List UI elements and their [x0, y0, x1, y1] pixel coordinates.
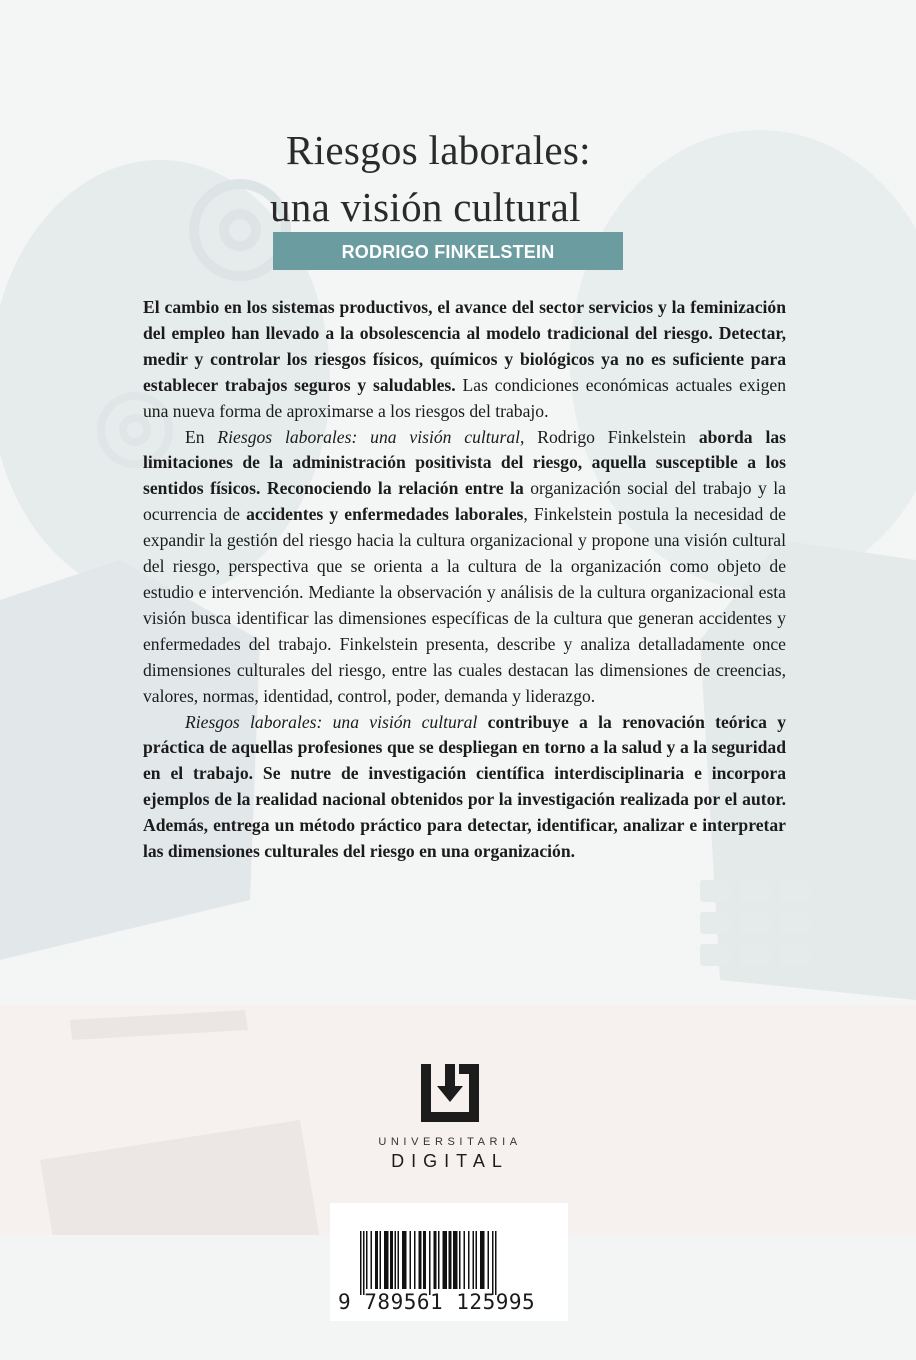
barcode-bar: [495, 1231, 497, 1295]
isbn-number: 9 789561 125995: [338, 1290, 536, 1314]
barcode-bar: [488, 1231, 490, 1289]
blurb-p2-regular-1: organización social del trabajo y la ocurrencia de: [143, 478, 786, 525]
blurb-p2-lead: En: [185, 426, 218, 447]
barcode-bar: [384, 1231, 389, 1289]
barcode-bar: [390, 1231, 393, 1289]
barcode-bar: [492, 1231, 494, 1295]
barcode-bar: [468, 1231, 470, 1289]
barcode-bar: [371, 1231, 373, 1289]
blurb-p3-bold: contribuye a la renovación teórica y práctica de aquellas profesiones que se despliegan en torno a la salud y a la seguridad en el trabajo. Se nutre de investigación científica interdisciplinaria e incorpora ejemplos de la realidad nacional obtenidos por la investigación realizada por el autor. Además, entrega un método práctico para detectar, identificar, analizar e interpretar las dimensiones culturales del riesgo en una organización.: [143, 711, 786, 862]
barcode-bar: [443, 1231, 448, 1289]
barcode-bar: [419, 1231, 422, 1289]
blurb-p2-title: Riesgos laborales: una visión cultural: [217, 426, 521, 447]
barcode-bar: [476, 1231, 478, 1289]
barcode-bar: [380, 1231, 382, 1289]
author-banner: RODRIGO FINKELSTEIN: [273, 232, 623, 270]
barcode-bar: [438, 1231, 440, 1289]
blurb-p2-regular-2: , Finkelstein postula la necesidad de expandir la gestión del riesgo hacia la cultura organizacional y propone una visión cultural del riesgo, perspectiva que se orienta a la cultura de la organización como objeto de estudio e intervención. Mediante la observación y análisis de la cultura organizacional esta visión busca identificar las dimensiones específicas de la cultura que generan accidentes y enfermedades del trabajo. Finkelstein presenta, describe y analiza detalladamente once dimensiones culturales del riesgo, entre las cuales destacan las dimensiones de creencias, valores, normas, identidad, control, poder, demanda y liderazgo.: [143, 504, 786, 706]
blurb-p2-after-title: , Rodrigo Finkelstein: [520, 426, 686, 447]
download-arrow-box-icon: [415, 1058, 485, 1128]
barcode-bar: [429, 1231, 431, 1295]
barcode-bar: [395, 1231, 397, 1289]
barcode-bar: [414, 1231, 416, 1289]
barcode-bar: [423, 1231, 426, 1289]
barcode-bar: [363, 1231, 365, 1295]
back-cover-blurb: [143, 295, 786, 865]
blurb-p3-title: Riesgos laborales: una visión cultural: [185, 711, 478, 732]
barcode-bar: [410, 1231, 412, 1289]
barcode-bar: [449, 1231, 452, 1289]
blurb-p2-bold-2: accidentes y enfermedades laborales: [246, 504, 524, 525]
barcode-bar: [434, 1231, 437, 1289]
barcode-bar: [398, 1231, 400, 1289]
barcode-bar: [459, 1231, 461, 1289]
barcode-bar: [366, 1231, 368, 1289]
blurb-p2-bold-1: aborda las limitaciones de la administración positivista del riesgo, aquella susceptible a los sentidos físicos. Reconociendo la relación entre la: [143, 426, 786, 499]
barcode-bar: [453, 1231, 458, 1289]
barcode-bar: [375, 1231, 378, 1289]
barcode-bar: [464, 1231, 466, 1289]
barcode-bar: [473, 1231, 475, 1289]
barcode-bar: [480, 1231, 485, 1289]
blurb-p1-bold: El cambio en los sistemas productivos, el avance del sector servicios y la feminización del empleo han llevado a la obsolescencia al modelo tradicional del riesgo. Detectar, medir y controlar los riesgos físicos, químicos y biológicos ya no es suficiente para establecer trabajos seguros y saludables.: [143, 297, 786, 395]
publisher-name-line-2: DIGITAL: [391, 1151, 509, 1171]
publisher-name-line-1: UNIVERSITARIA: [378, 1136, 522, 1148]
barcode-bar: [360, 1231, 362, 1295]
barcode-bar: [402, 1231, 407, 1289]
book-title-line-2: una visión cultural: [270, 184, 581, 230]
blurb-p1-regular: Las condiciones económicas actuales exigen una nueva forma de aproximarse a los riesgos del trabajo.: [143, 374, 787, 421]
blurb-paragraph-1: [143, 295, 786, 425]
book-title-line-1: Riesgos laborales:: [286, 127, 591, 173]
blurb-paragraph-3: [143, 710, 786, 865]
isbn-barcode: [330, 1203, 568, 1321]
blurb-paragraph-2: [143, 425, 786, 710]
